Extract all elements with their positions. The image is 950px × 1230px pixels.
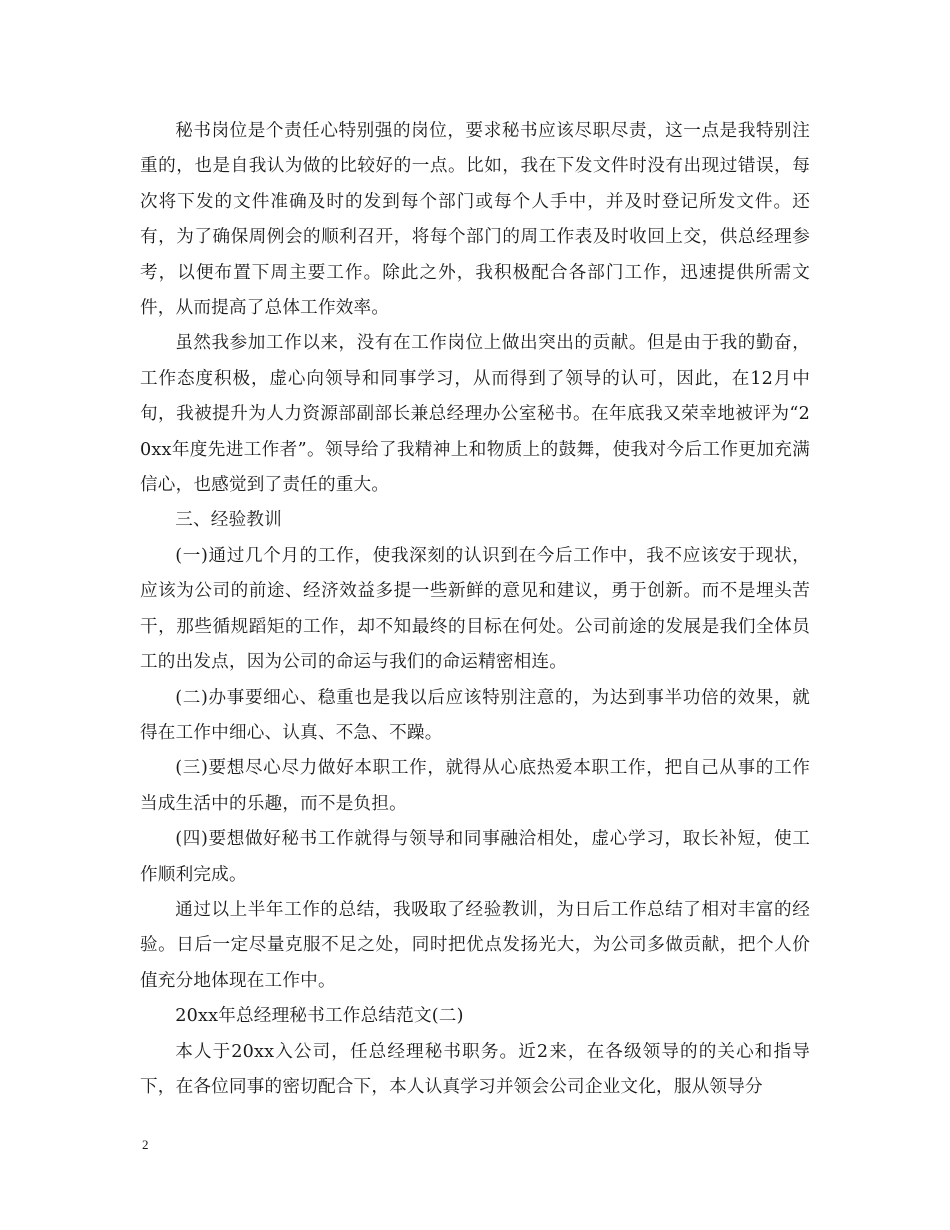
page-number: 2 — [142, 1137, 149, 1152]
paragraph-lesson-3: (三)要想尽心尽力做好本职工作，就得从心底热爱本职工作，把自己从事的工作当成生活中的乐趣，而不是负担。 — [140, 758, 810, 814]
paragraph-lesson-1: (一)通过几个月的工作，使我深刻的认识到在今后工作中，我不应该安于现状，应该为公司的前途、经济效益多提一些新鲜的意见和建议，勇于创新。而不是埋头苦干，那些循规蹈矩的工作，却不知最终的目标在何处。公司前途的发展是我们全体员工的出发点，因为公司的命运与我们的命运精密相连。 — [140, 545, 810, 673]
paragraph-summary: 通过以上半年工作的总结，我吸取了经验教训，为日后工作总结了相对丰富的经验。日后一定尽量克服不足之处，同时把优点发扬光大，为公司多做贡献，把个人价值充分地体现在工作中。 — [140, 899, 810, 991]
document-body — [140, 114, 810, 1105]
paragraph-secretary-responsibility: 秘书岗位是个责任心特别强的岗位，要求秘书应该尽职尽责，这一点是我特别注重的，也是自我认为做的比较好的一点。比如，我在下发文件时没有出现过错误，每次将下发的文件准确及时的发到每个部门或每个人手中，并及时登记所发文件。还有，为了确保周例会的顺利召开，将每个部门的周工作表及时收回上交，供总经理参考，以便布置下周主要工作。除此之外，我积极配合各部门工作，迅速提供所需文件，从而提高了总体工作效率。 — [140, 121, 810, 319]
paragraph-lesson-4: (四)要想做好秘书工作就得与领导和同事融洽相处，虚心学习，取长补短，使工作顺利完成。 — [140, 829, 810, 885]
paragraph-promotion: 虽然我参加工作以来，没有在工作岗位上做出突出的贡献。但是由于我的勤奋，工作态度积极，虚心向领导和同事学习，从而得到了领导的认可，因此，在12月中旬，我被提升为人力资源部副部长兼总经理办公室秘书。在年底我又荣幸地被评为“20xx年度先进工作者”。领导给了我精神上和物质上的鼓舞，使我对今后工作更加充满信心，也感觉到了责任的重大。 — [140, 333, 810, 496]
paragraph-introduction: 本人于20xx入公司，任总经理秘书职务。近2来，在各级领导的的关心和指导下，在各位同事的密切配合下，本人认真学习并领会公司企业文化，服从领导分 — [140, 1041, 810, 1097]
section-title-sample-two: 20xx年总经理秘书工作总结范文(二) — [175, 1006, 464, 1027]
paragraph-lesson-2: (二)办事要细心、稳重也是我以后应该特别注意的，为达到事半功倍的效果，就得在工作中细心、认真、不急、不躁。 — [140, 687, 810, 743]
section-heading-lessons: 三、经验教训 — [175, 510, 282, 531]
